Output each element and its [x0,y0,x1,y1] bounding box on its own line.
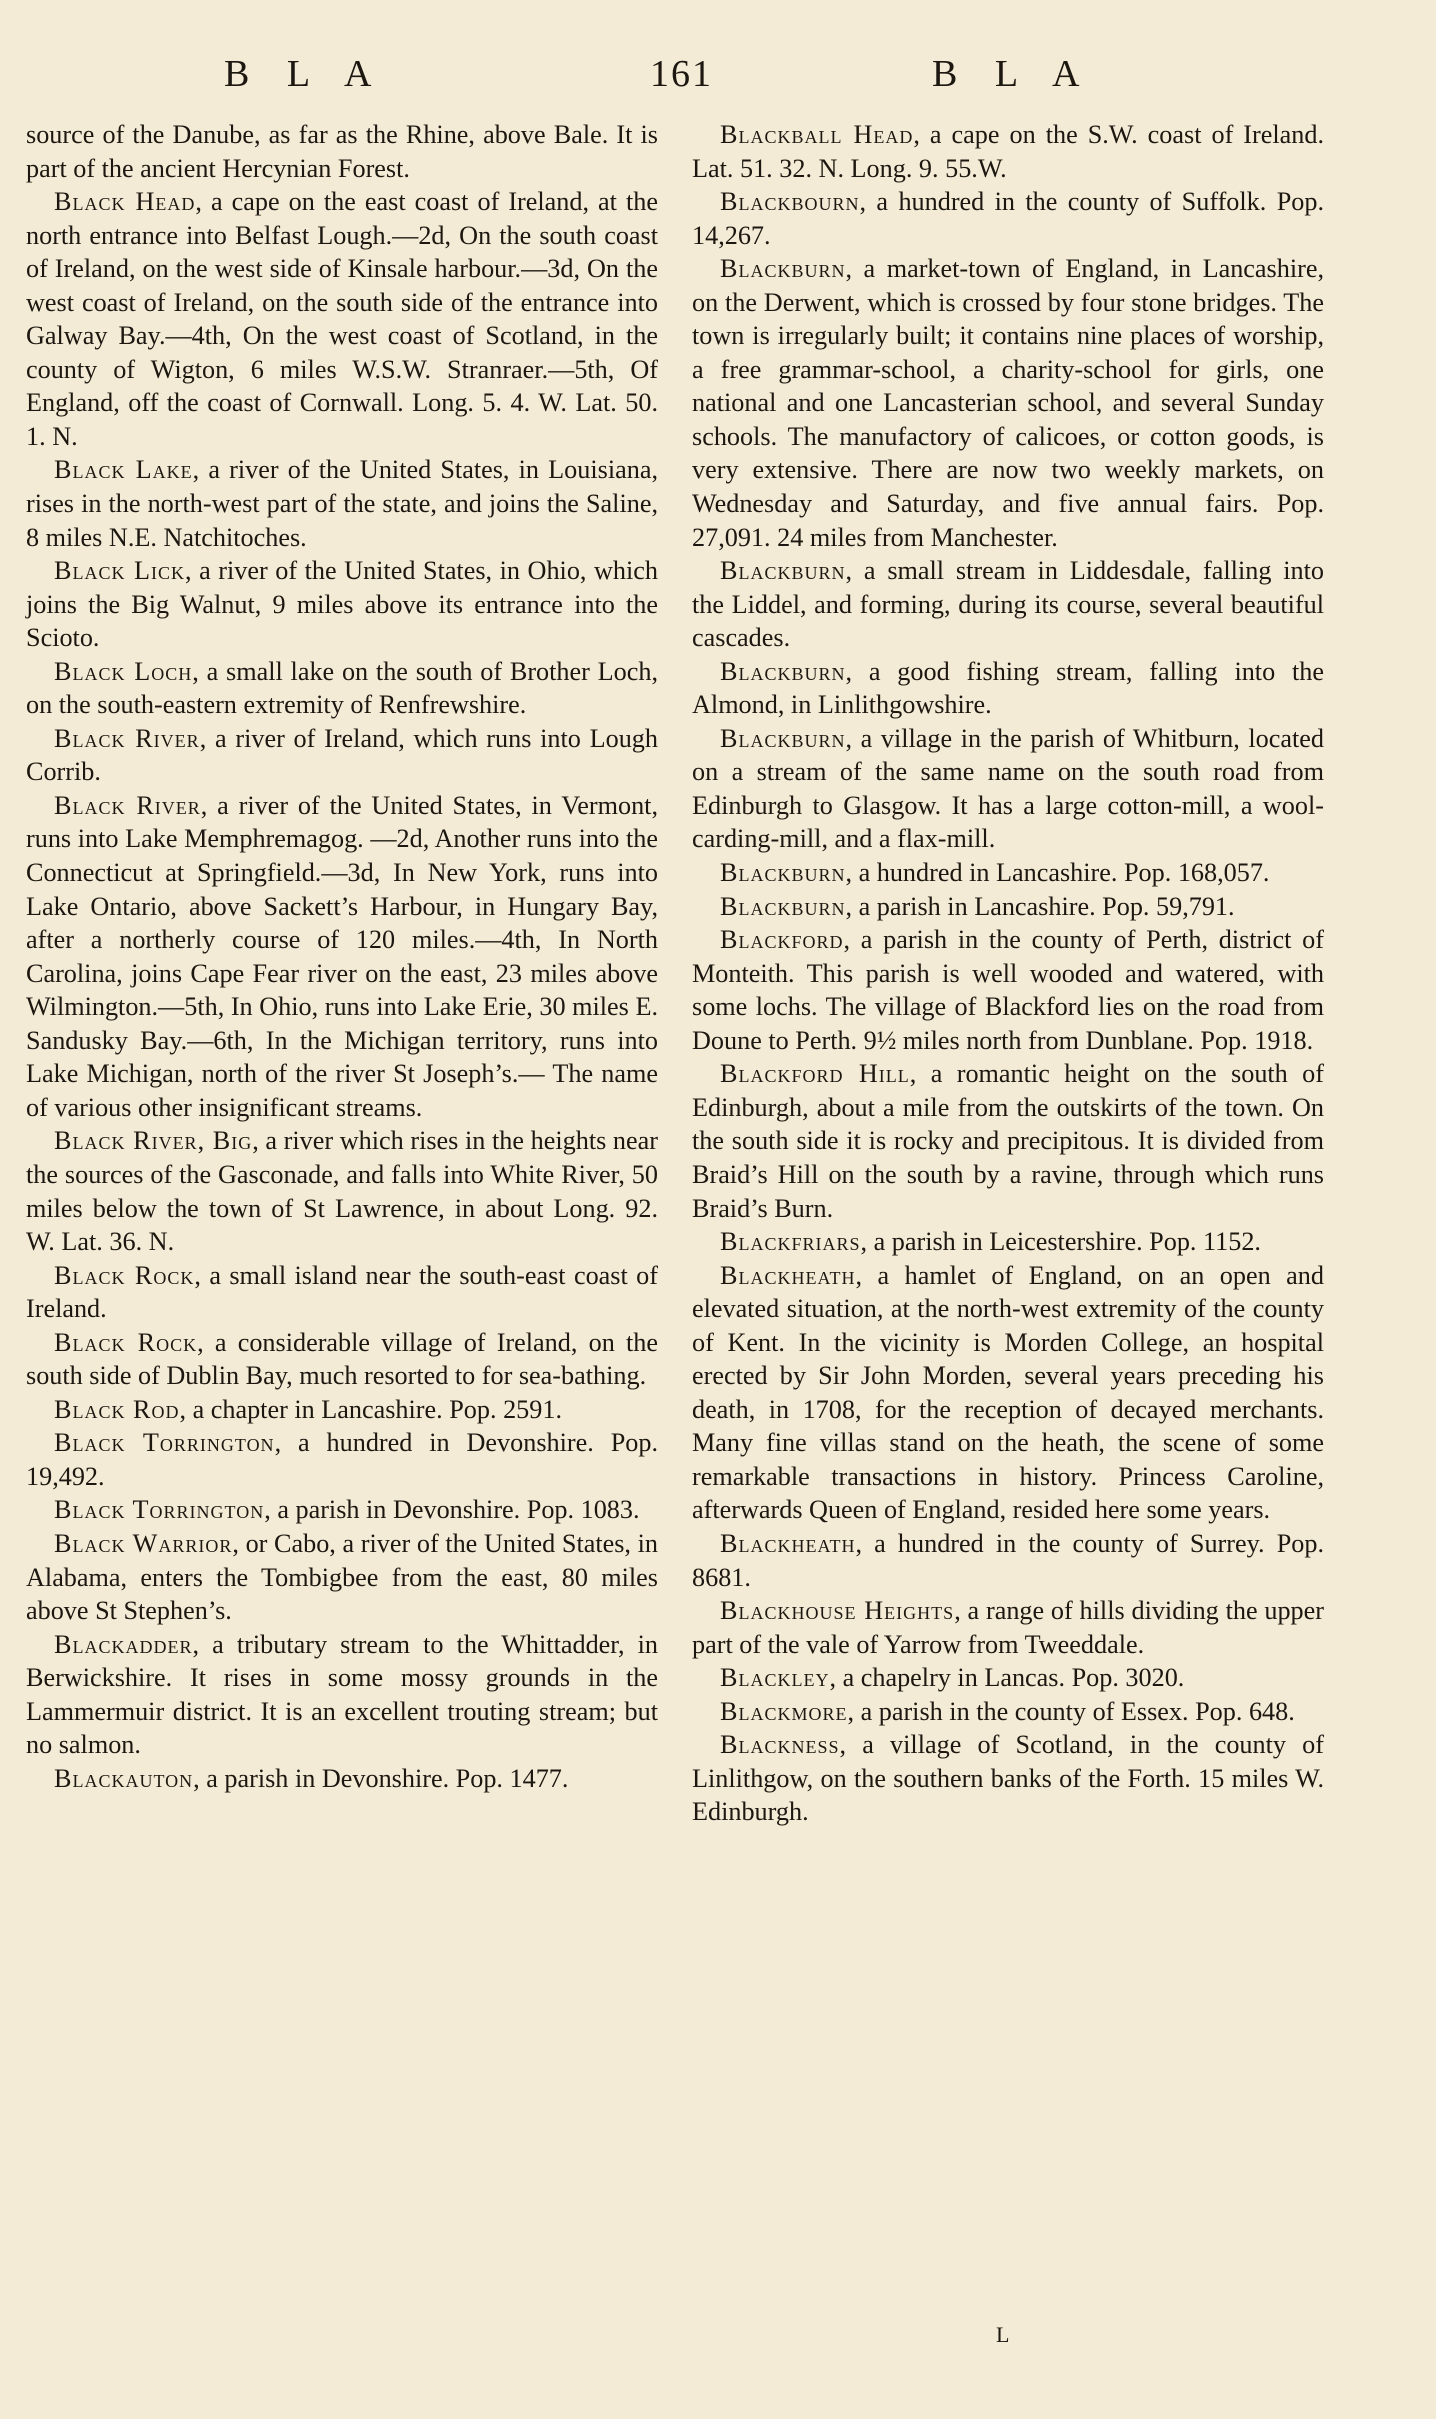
entry-headword: Blackley [720,1663,830,1693]
gazetteer-entry [692,655,1324,722]
gazetteer-entry [26,1527,658,1628]
entry-text: , a river which rises in the heights near the sources of the Gasconade, and falls into White River, 50 miles below the town of St Lawrence, in about Long. 92. W. Lat. 36. N. [26,1126,658,1257]
entry-headword: Blackheath [720,1260,856,1290]
entry-text: , a small lake on the south of Brother Loch, on the south-eastern extremity of Renfrewshire. [26,656,658,720]
entry-text: , a parish in the county of Perth, district of Monteith. This parish is well wooded and watered, with some lochs. The village of Blackford lies on the road from Doune to Perth. 9½ miles north from Dunblane. Pop. 1918. [692,925,1324,1055]
entry-headword: Black Loch [54,656,193,686]
entry-text: , a considerable village of Ireland, on the south side of Dublin Bay, much resorted to for sea-bathing. [26,1327,658,1391]
entry-text: , a small stream in Liddesdale, falling into the Liddel, and forming, during its course, several beautiful cascades. [692,556,1324,653]
entry-headword: Blackhouse Heights [720,1596,955,1626]
entry-headword: Black Warrior [54,1528,233,1558]
gazetteer-entry [26,1326,658,1393]
entry-headword: Blackauton [54,1763,194,1793]
entry-headword: Black River [54,790,201,820]
gazetteer-entry [692,1695,1324,1729]
entry-headword: Black Rod [54,1394,180,1424]
entry-headword: Blackburn [720,858,846,888]
entry-text: , a village of Scotland, in the county of Linlithgow, on the southern banks of the Forth. 15 miles W. Edinburgh. [692,1730,1324,1827]
entry-text: , or Cabo, a river of the United States, in Alabama, enters the Tombigbee from the east, 80 miles above St Stephen’s. [26,1528,658,1626]
entry-headword: Blackburn [720,656,846,686]
gazetteer-entry [26,554,658,655]
entry-headword: Blackness [720,1730,840,1760]
gazetteer-entry [26,1493,658,1527]
entry-headword: Blackadder [54,1629,193,1659]
gazetteer-entry [692,923,1324,1057]
gazetteer-entry [26,1124,658,1258]
gazetteer-entry [26,1259,658,1326]
gazetteer-entry [692,1527,1324,1594]
gazetteer-entry [692,1661,1324,1695]
entry-headword: Blackburn [720,254,846,284]
gazetteer-entry [26,453,658,554]
entry-headword: Black Lick [54,556,186,586]
entry-text: , a range of hills dividing the upper part of the vale of Yarrow from Tweeddale. [692,1596,1324,1659]
entry-headword: Blackburn [720,556,846,586]
entry-headword: Black Lake [54,455,193,485]
entry-text: , a small island near the south-east coast of Ireland. [26,1260,658,1324]
entry-text: , a parish in Leicestershire. Pop. 1152. [860,1227,1261,1257]
entry-text: , a good fishing stream, falling into the Almond, in Linlithgowshire. [692,656,1324,720]
entry-text: , a market-town of England, in Lancashire, on the Derwent, which is crossed by four stone bridges. The town is irregularly built; it contains nine places of worship, a free grammar-school, a charity-school for girls, one national and one Lancasterian school, and several Sunday schools. The manufactory of calicoes, or cotton goods, is very extensive. There are now two weekly markets, on Wednesday and Saturday, and five annual fairs. Pop. 27,091. 24 miles from Manchester. [692,254,1324,552]
entry-headword: Black Torrington [54,1428,275,1458]
gazetteer-entry [26,1762,658,1796]
entry-headword: Blackburn [720,723,846,753]
gazetteer-entry [692,1594,1324,1661]
entry-text: , a hundred in the county of Surrey. Pop. 8681. [692,1528,1324,1592]
entry-text: , a parish in the county of Essex. Pop. 648. [847,1696,1295,1726]
gazetteer-entry [26,655,658,722]
header-left-catchword: B L A [224,53,386,95]
entry-headword: Blackheath [720,1528,856,1558]
header-right-catchword: B L A [932,53,1094,95]
entry-headword: Blackburn [720,891,846,921]
entry-headword: Blackfriars [720,1227,861,1257]
entry-text: , a river of the United States, in Ohio, which joins the Big Walnut, 9 miles above its entrance into the Scioto. [26,556,658,653]
gazetteer-entry [26,1393,658,1427]
entry-text: , a cape on the east coast of Ireland, at the north entrance into Belfast Lough.—2d, On the south coast of Ireland, on the west side of Kinsale harbour.—3d, On the west coast of Ireland, on the south side of the entrance into Galway Bay.—4th, On the west coast of Scotland, in the county of Wigton, 6 miles W.S.W. Stranraer.—5th, Of England, off the coast of Cornwall. Long. 5. 4. W. Lat. 50. 1. N. [26,187,658,451]
entry-headword: Blackball Head [720,120,914,149]
entry-text: , a parish in Devonshire. Pop. 1083. [264,1495,640,1525]
entry-text: , a tributary stream to the Whittadder, in Berwickshire. It rises in some mossy grounds in the Lammermuir district. It is an excellent trouting stream; but no salmon. [26,1629,658,1760]
entry-text: , a chapelry in Lancas. Pop. 3020. [829,1663,1185,1693]
left-column [26,118,658,1795]
gazetteer-entry [26,789,658,1124]
entry-headword: Black Rock [54,1260,195,1290]
entry-headword: Blackmore [720,1696,848,1726]
entry-text: , a cape on the S.W. coast of Ireland. Lat. 51. 32. N. Long. 9. 55.W. [692,120,1324,183]
gazetteer-entry [692,1259,1324,1527]
entry-text: , a hamlet of England, on an open and elevated situation, at the north-west extremity of the county of Kent. In the vicinity is Morden College, an hospital erected by Sir John Morden, several years preceding his death, in 1708, for the reception of decayed merchants. Many fine villas stand on the heath, the scene of some remarkable transactions in history. Princess Caroline, afterwards Queen of England, resided here some years. [692,1260,1324,1525]
gazetteer-entry [692,1728,1324,1829]
gazetteer-entry [692,185,1324,252]
gazetteer-entry [692,118,1324,185]
gazetteer-entry [692,252,1324,554]
entry-headword: Blackford [720,925,844,955]
entry-text: , a hundred in the county of Suffolk. Pop. 14,267. [692,187,1324,250]
gazetteer-entry [692,1225,1324,1259]
gazetteer-entry [26,1426,658,1493]
gazetteer-entry [692,1057,1324,1225]
entry-text: , a chapter in Lancashire. Pop. 2591. [179,1394,562,1424]
entry-text: , a parish in Devonshire. Pop. 1477. [193,1763,569,1793]
entry-headword: Blackbourn [720,187,860,217]
entry-text: source of the Danube, as far as the Rhine, above Bale. It is part of the ancient Hercynian Forest. [26,120,658,183]
entry-headword: Black River, Big [54,1126,253,1156]
entry-text: , a river of the United States, in Vermont, runs into Lake Memphremagog. —2d, Another runs into the Connecticut at Springfield.—3d, In New York, runs into Lake Ontario, above Sackett’s Harbour, in Hungary Bay, after a northerly course of 120 miles.—4th, In North Carolina, joins Cape Fear river on the east, 23 miles above Wilmington.—5th, In Ohio, runs into Lake Erie, 30 miles E. Sandusky Bay.—6th, In the Michigan territory, runs into Lake Michigan, north of the river St Joseph’s.— The name of various other insignificant streams. [26,790,658,1122]
page-number: 161 [650,53,713,95]
gazetteer-entry [692,856,1324,890]
entry-text: , a romantic height on the south of Edinburgh, about a mile from the outskirts of the town. On the south side it is rocky and precipitous. It is divided from Braid’s Hill on the south by a ravine, through which runs Braid’s Burn. [692,1059,1324,1223]
entry-headword: Blackford Hill [720,1059,910,1089]
gazetteer-entry [26,118,658,185]
entry-text: , a village in the parish of Whitburn, located on a stream of the same name on the south road from Edinburgh to Glasgow. It has a large cotton-mill, a wool-carding-mill, and a flax-mill. [692,723,1324,854]
entry-headword: Black Torrington [54,1495,265,1525]
right-column [692,118,1324,1829]
signature-mark: L [996,2322,1010,2347]
entry-headword: Black River [54,723,200,753]
entry-text: , a hundred in Devonshire. Pop. 19,492. [26,1428,658,1491]
gazetteer-entry [692,554,1324,655]
entry-text: , a hundred in Lancashire. Pop. 168,057. [845,858,1270,888]
gazetteer-entry [26,1628,658,1762]
gazetteer-entry [26,185,658,453]
gazetteer-entry [692,890,1324,924]
entry-headword: Black Rock [54,1327,198,1357]
entry-text: , a river of the United States, in Louisiana, rises in the north-west part of the state, and joins the Saline, 8 miles N.E. Natchitoches. [26,455,658,552]
entry-headword: Black Head [54,187,196,217]
gazetteer-entry [692,722,1324,856]
entry-text: , a river of Ireland, which runs into Lough Corrib. [26,723,658,787]
gazetteer-entry [26,722,658,789]
entry-text: , a parish in Lancashire. Pop. 59,791. [845,891,1235,921]
